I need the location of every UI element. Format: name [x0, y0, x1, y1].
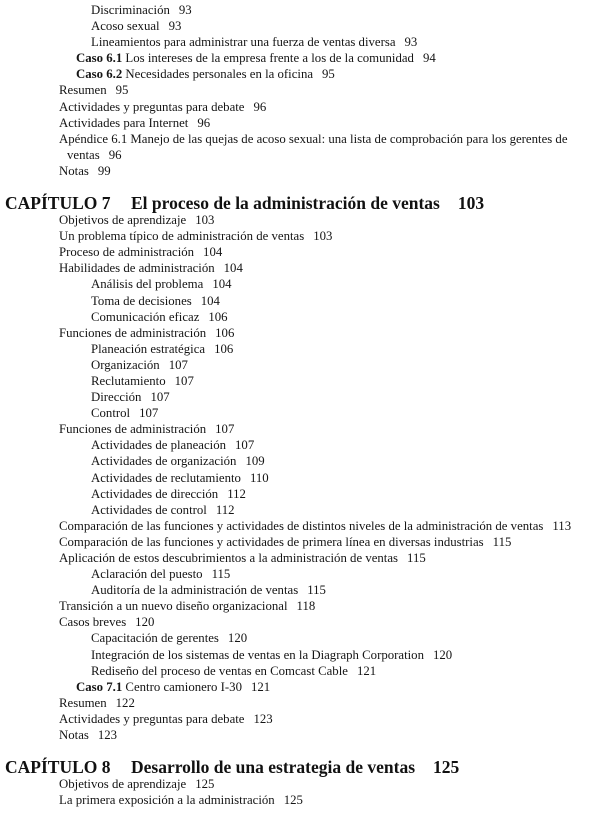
entry-page: 115: [407, 551, 426, 565]
entry-title: Actividades de control: [91, 502, 207, 517]
toc-entry: [0, 244, 600, 260]
entry-title: Integración de los sistemas de ventas en la Diagraph Corporation: [91, 647, 424, 662]
toc-entry: [0, 614, 600, 630]
entry-page: 121: [250, 679, 271, 694]
toc-entry: [0, 663, 600, 679]
entry-page: 104: [203, 245, 223, 260]
toc-entry: [0, 550, 600, 566]
entry-title: Control: [91, 406, 131, 421]
toc-entry: [0, 50, 600, 66]
toc-entry: [0, 260, 600, 276]
entry-title: Actividades de planeación: [91, 438, 227, 453]
entry-page: 118: [296, 599, 316, 614]
entry-page: 125: [283, 793, 303, 808]
toc-entry: [0, 66, 600, 82]
chapter-title: El proceso de la administración de ventas: [131, 193, 440, 214]
toc-entry: [0, 228, 600, 244]
entry-title: Actividades y preguntas para debate: [59, 99, 245, 114]
entry-title: Auditoría de la administración de ventas: [91, 583, 299, 598]
toc-entry: [0, 373, 600, 389]
entry-page: 112: [227, 486, 246, 501]
entry-title: Capacitación de gerentes: [91, 631, 219, 646]
entry-title: Discriminación: [91, 3, 170, 17]
toc-entry: [0, 276, 600, 292]
toc-entry: [0, 293, 600, 309]
toc-entry: [0, 792, 600, 808]
entry-title: Comunicación eficaz: [91, 309, 200, 324]
entry-title: Los intereses de la empresa frente a los de la comunidad: [125, 51, 414, 66]
chapter-page: 103: [457, 193, 485, 214]
entry-title: Objetivos de aprendizaje: [59, 777, 187, 792]
entry-page: 122: [115, 695, 135, 710]
toc-entry: [0, 502, 600, 518]
toc-entry: [0, 99, 600, 115]
toc-entry: [0, 647, 600, 663]
chapter-title: Desarrollo de una estrategia de ventas: [131, 757, 416, 778]
entry-page: 107: [168, 357, 188, 372]
entry-page: 94: [422, 51, 436, 66]
entry-title: Objetivos de aprendizaje: [59, 213, 187, 228]
entry-page: 120: [227, 631, 248, 646]
case-label: Caso 7.1: [76, 679, 123, 694]
entry-title: Actividades y preguntas para debate: [59, 711, 245, 726]
entry-title: Funciones de administración: [59, 422, 207, 437]
entry-page: 125: [195, 777, 215, 792]
toc-entry: [0, 82, 600, 98]
entry-title: Comparación de las funciones y actividades de primera línea en diversas industrias: [59, 534, 484, 549]
entry-page: 106: [214, 341, 234, 356]
toc-entry: [0, 679, 600, 695]
toc-entry: [0, 518, 600, 534]
entry-page: 96: [253, 99, 267, 114]
toc-entry: [0, 389, 600, 405]
entry-title: Acoso sexual: [91, 19, 160, 34]
entry-title: Funciones de administración: [59, 325, 207, 340]
entry-page: 96: [108, 147, 122, 162]
table-of-contents: [0, 2, 600, 808]
entry-title: Centro camionero I-30: [125, 679, 242, 694]
chapter-heading: [0, 759, 600, 776]
entry-page: 107: [150, 390, 170, 405]
entry-page: 93: [178, 3, 192, 17]
toc-entry: [0, 163, 600, 179]
entry-page: 95: [322, 67, 335, 82]
toc-entry: [0, 470, 600, 486]
entry-page: 113: [552, 518, 572, 533]
entry-page: 99: [97, 163, 111, 178]
toc-entry: [0, 115, 600, 131]
entry-page: 107: [235, 438, 255, 453]
toc-entry: [0, 695, 600, 711]
entry-page: 107: [139, 406, 159, 421]
entry-page: 93: [404, 35, 418, 50]
toc-entry: [0, 486, 600, 502]
entry-page: 103: [313, 229, 333, 244]
toc-entry: [0, 357, 600, 373]
entry-page: 104: [200, 293, 220, 308]
entry-page: 96: [197, 115, 211, 130]
entry-title: Lineamientos para administrar una fuerza de ventas diversa: [91, 35, 396, 50]
case-label: Caso 6.2: [76, 67, 123, 82]
entry-title: Reclutamiento: [91, 373, 166, 388]
entry-title: Habilidades de administración: [59, 261, 215, 276]
entry-title: Proceso de administración: [59, 245, 195, 260]
entry-page: 112: [215, 502, 235, 517]
entry-page: 93: [168, 19, 182, 34]
toc-entry: [0, 18, 600, 34]
entry-page: 104: [223, 261, 243, 276]
entry-title: Necesidades personales en la oficina: [125, 67, 314, 82]
entry-title: Un problema típico de administración de ventas: [59, 229, 305, 244]
entry-title: Resumen: [59, 83, 107, 98]
entry-page: 109: [245, 454, 265, 469]
toc-entry: [0, 405, 600, 421]
entry-page: 120: [135, 615, 155, 630]
entry-title: Organización: [91, 357, 160, 372]
entry-title: Aplicación de estos descubrimientos a la administración de ventas: [59, 551, 399, 565]
entry-page: 103: [195, 213, 215, 228]
entry-page: 104: [212, 277, 232, 292]
entry-page: 123: [97, 728, 118, 743]
chapter-heading: [0, 195, 600, 212]
entry-title: Comparación de las funciones y actividades de distintos niveles de la administración de ventas: [59, 518, 544, 533]
toc-entry: [0, 341, 600, 357]
entry-page: 95: [115, 83, 129, 98]
toc-entry: [0, 566, 600, 582]
entry-title: Actividades de organización: [91, 454, 237, 469]
entry-title: Actividades de dirección: [91, 486, 219, 501]
toc-entry: [0, 34, 600, 50]
chapter-title-line: [131, 195, 484, 212]
entry-title: Dirección: [91, 390, 142, 405]
entry-title: Resumen: [59, 695, 107, 710]
toc-entry: [0, 131, 569, 163]
case-label: Caso 6.1: [76, 51, 123, 66]
entry-page: 110: [249, 470, 269, 485]
entry-page: 115: [211, 567, 231, 582]
entry-page: 123: [253, 711, 273, 726]
entry-page: 106: [215, 325, 235, 340]
entry-title: Casos breves: [59, 615, 127, 630]
toc-entry: [0, 309, 600, 325]
chapter-number: CAPÍTULO 8: [5, 757, 111, 778]
entry-page: 115: [307, 583, 326, 598]
entry-page: 107: [215, 422, 235, 437]
entry-title: Apéndice 6.1 Manejo de las quejas de acoso sexual: una lista de comprobación para los gerentes de ventas: [59, 131, 568, 162]
toc-entry: [0, 776, 600, 792]
entry-page: 106: [208, 309, 228, 324]
entry-title: Notas: [59, 163, 89, 178]
entry-title: La primera exposición a la administración: [59, 793, 275, 808]
entry-title: Análisis del problema: [91, 277, 204, 292]
toc-entry: [0, 598, 600, 614]
entry-title: Actividades para Internet: [59, 115, 189, 130]
entry-page: 121: [356, 663, 377, 678]
entry-title: Actividades de reclutamiento: [91, 470, 241, 485]
toc-entry: [0, 453, 600, 469]
toc-entry: [0, 421, 600, 437]
toc-entry: [0, 212, 600, 228]
entry-title: Transición a un nuevo diseño organizacional: [59, 599, 288, 614]
entry-title: Notas: [59, 728, 89, 743]
entry-title: Rediseño del proceso de ventas en Comcast Cable: [91, 663, 348, 678]
entry-title: Aclaración del puesto: [91, 567, 203, 582]
chapter-title-line: [131, 759, 459, 776]
chapter-number: CAPÍTULO 7: [5, 193, 111, 214]
toc-entry: [0, 711, 600, 727]
entry-title: Toma de decisiones: [91, 293, 192, 308]
entry-page: 115: [492, 534, 512, 549]
toc-entry: [0, 582, 600, 598]
toc-entry: [0, 534, 600, 550]
toc-entry: [0, 727, 600, 743]
toc-entry: [0, 2, 600, 18]
entry-page: 107: [174, 373, 194, 388]
toc-entry: [0, 325, 600, 341]
chapter-page: 125: [433, 757, 460, 778]
entry-title: Planeación estratégica: [91, 341, 206, 356]
toc-entry: [0, 630, 600, 646]
toc-entry: [0, 437, 600, 453]
entry-page: 120: [432, 647, 453, 662]
